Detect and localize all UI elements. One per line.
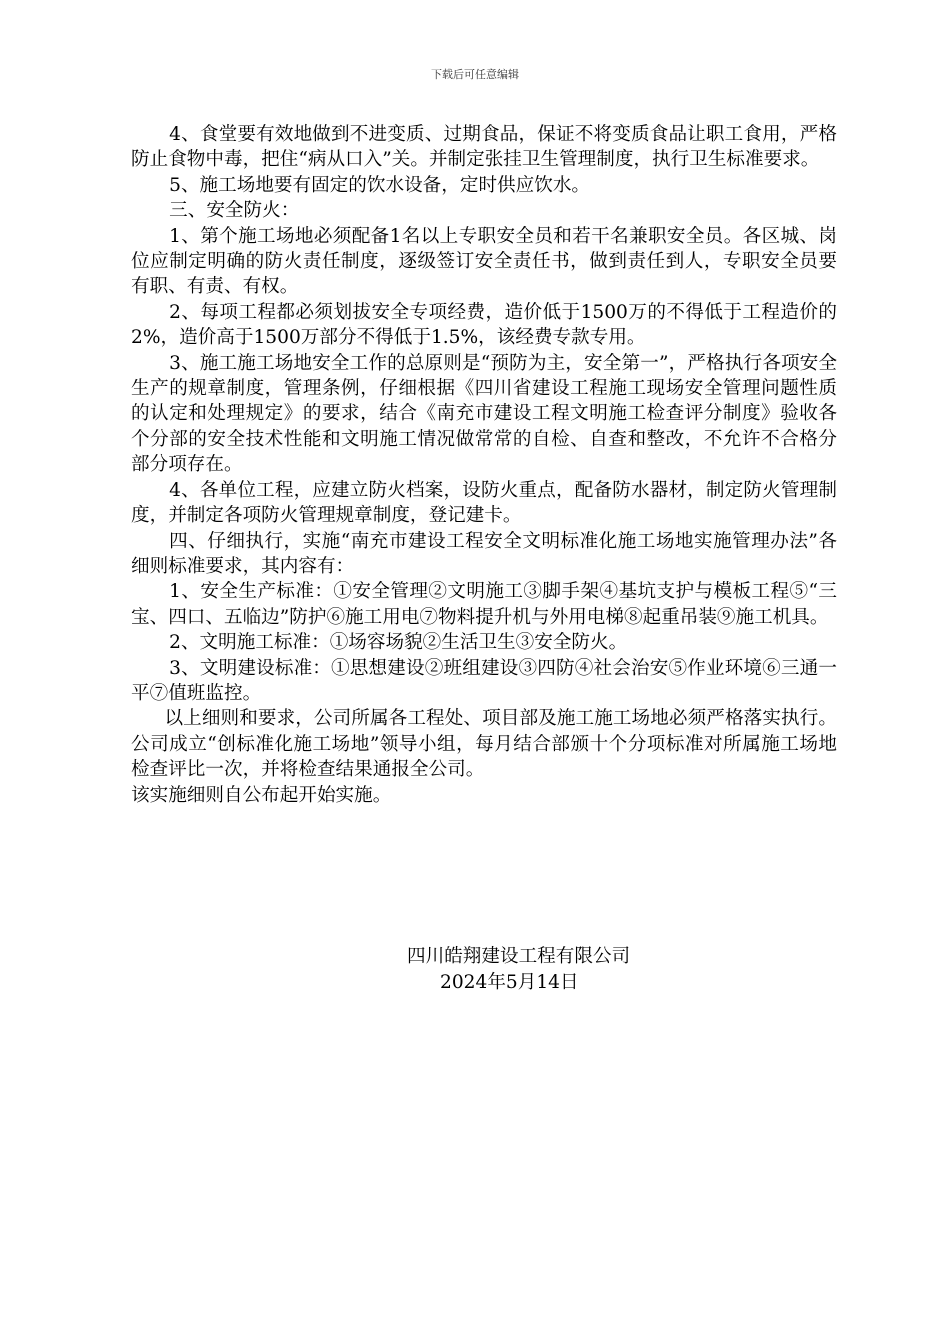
section-heading-fire-safety: 三、安全防火： [169,200,300,222]
company-name: 四川皓翔建设工程有限公司 [407,946,631,967]
paragraph-safety-funds: 2、每项工程都必须划拔安全专项经费，造价低于1500万的不得低于工程造价的2%，造价高于1500万部分不得低于1.5%，该经费专款专用。 [131,301,837,349]
paragraph-safety-officer: 1、第个施工场地必须配备1名以上专职安全员和若干名兼职安全员。各区城、岗位应制定明确的防火责任制度，逐级签订安全责任书，做到责任到人，专职安全员要有职、有责、有权。 [131,225,837,298]
section-heading-standards: 四、仔细执行，实施“南充市建设工程安全文明标准化施工场地实施管理办法”各细则标准要求，其内容有： [131,530,837,577]
page-header-note: 下载后可任意编辑 [431,68,519,81]
paragraph-production-standards: 1、安全生产标准：①安全管理②文明施工③脚手架④基坑支护与模板工程⑤“三宝、四口、五临边”防护⑥施工用电⑦物料提升机与外用电梯⑧起重吊装⑨施工机具。 [131,581,837,628]
paragraph-drinking-water: 5、施工场地要有固定的饮水设备，定时供应饮水。 [169,174,591,196]
paragraph-civilized-construction: 2、文明施工标准：①场容场貌②生活卫生③安全防火。 [169,632,628,654]
paragraph-implementation: 以上细则和要求，公司所属各工程处、项目部及施工施工场地必须严格落实执行。公司成立“创标准化施工场地”领导小组，每月结合部颁十个分项标准对所属施工场地检查评比一次，并将检查结果通报全公司。 [131,708,837,781]
document-body [131,122,837,808]
paragraph-civilized-building: 3、文明建设标准：①思想建设②班组建设③四防④社会治安⑤作业环境⑥三通一平⑦值班监控。 [131,657,837,704]
paragraph-canteen: 4、食堂要有效地做到不进变质、过期食品，保证不将变质食品让职工食用，严格防止食物中毒，把住“病从口入”关。并制定张挂卫生管理制度，执行卫生标准要求。 [131,124,837,171]
paragraph-fire-records: 4、各单位工程，应建立防火档案，设防火重点，配备防水器材，制定防火管理制度，并制定各项防火管理规章制度，登记建卡。 [131,479,837,527]
paragraph-effective-date: 该实施细则自公布起开始实施。 [131,784,392,806]
paragraph-safety-principle: 3、施工施工场地安全工作的总原则是“预防为主，安全第一”，严格执行各项安全生产的规章制度，管理条例，仔细根据《四川省建设工程施工现场安全管理问题性质的认定和处理规定》的要求，结合《南充市建设工程文明施工检查评分制度》验收各个分部的安全技术性能和文明施工情况做常常的自检、自查和整改，不允许不合格分部分项存在。 [131,352,837,476]
signature-date: 2024年5月14日 [440,972,579,993]
